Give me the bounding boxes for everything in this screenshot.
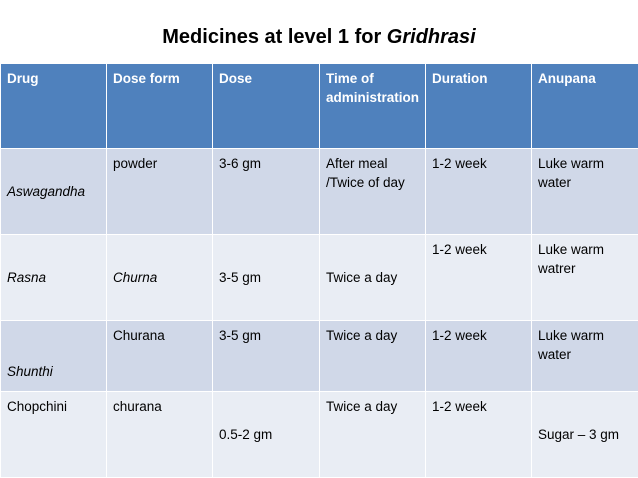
cell-duration: 1-2 week — [426, 149, 532, 235]
cell-dose-form: Churana — [107, 321, 213, 392]
cell-duration: 1-2 week — [426, 392, 532, 478]
cell-dose: 3-6 gm — [213, 149, 320, 235]
header-dose-form: Dose form — [107, 64, 213, 149]
table-row — [1, 392, 638, 478]
cell-dose: 3-5 gm — [213, 235, 320, 321]
cell-dose: 3-5 gm — [213, 321, 320, 392]
cell-duration: 1-2 week — [426, 321, 532, 392]
cell-time-of-administration: Twice a day — [320, 392, 426, 478]
cell-duration: 1-2 week — [426, 235, 532, 321]
cell-dose-form: powder — [107, 149, 213, 235]
cell-drug: Aswagandha — [1, 149, 107, 235]
slide-title — [0, 26, 638, 49]
table-header-row — [1, 64, 638, 149]
slide-title-emphasis: Gridhrasi — [386, 26, 476, 48]
cell-drug: Shunthi — [1, 321, 107, 392]
cell-time-of-administration: Twice a day — [320, 321, 426, 392]
table-row — [1, 149, 638, 235]
slide-title-text: Medicines at level 1 for — [162, 26, 387, 48]
cell-anupana: Luke warm water — [532, 149, 638, 235]
header-drug: Drug — [1, 64, 107, 149]
medicines-table — [0, 63, 638, 478]
header-duration: Duration — [426, 64, 532, 149]
table-row — [1, 235, 638, 321]
table-row — [1, 321, 638, 392]
cell-anupana: Luke warm watrer — [532, 235, 638, 321]
header-dose: Dose — [213, 64, 320, 149]
header-time-of-administration: Time of administration — [320, 64, 426, 149]
cell-dose: 0.5-2 gm — [213, 392, 320, 478]
cell-dose-form: Churna — [107, 235, 213, 321]
cell-drug: Rasna — [1, 235, 107, 321]
cell-dose-form: churana — [107, 392, 213, 478]
cell-anupana: Sugar – 3 gm — [532, 392, 638, 478]
cell-time-of-administration: After meal /Twice of day — [320, 149, 426, 235]
cell-time-of-administration: Twice a day — [320, 235, 426, 321]
cell-anupana: Luke warm water — [532, 321, 638, 392]
header-anupana: Anupana — [532, 64, 638, 149]
cell-drug: Chopchini — [1, 392, 107, 478]
